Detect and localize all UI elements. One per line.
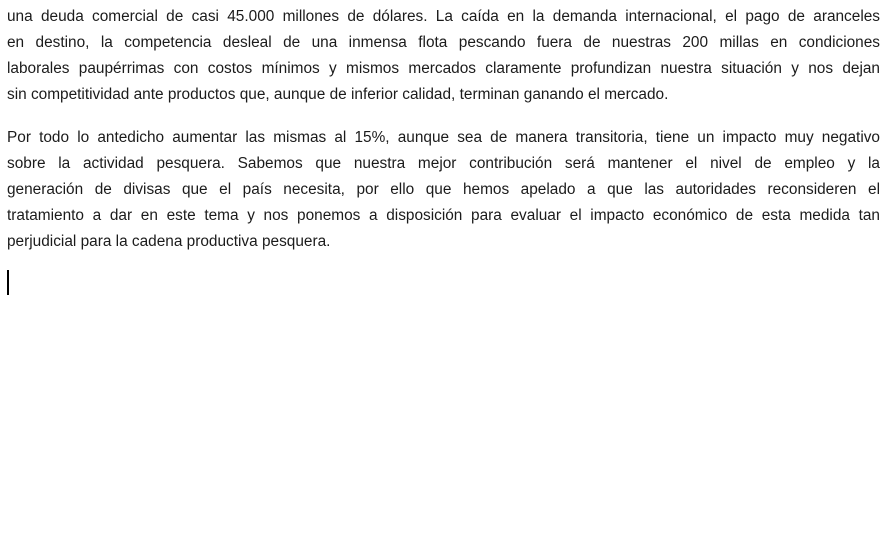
text-cursor-icon — [7, 270, 9, 295]
text-line: perjudicial para la cadena productiva pesquera. — [7, 233, 331, 250]
text-line: generación de divisas que el país necesita, por ello que hemos apelado a que las autoridades reconsideren el — [7, 181, 880, 198]
document-edit-surface[interactable] — [7, 4, 880, 272]
text-line: sin competitividad ante productos que, aunque de inferior calidad, terminan ganando el mercado. — [7, 86, 669, 103]
text-line: en destino, la competencia desleal de una inmensa flota pescando fuera de nuestras 200 millas en condiciones — [7, 34, 880, 51]
text-line: una deuda comercial de casi 45.000 millones de dólares. La caída en la demanda internacional, el pago de aranceles — [7, 8, 880, 25]
paragraph — [7, 125, 880, 255]
text-line: sobre la actividad pesquera. Sabemos que nuestra mejor contribución será mantener el nivel de empleo y la — [7, 155, 880, 172]
paragraph — [7, 4, 880, 108]
text-line: laborales paupérrimas con costos mínimos y mismos mercados claramente profundizan nuestra situación y nos dejan — [7, 60, 880, 77]
text-line: tratamiento a dar en este tema y nos ponemos a disposición para evaluar el impacto económico de esta medida tan — [7, 207, 880, 224]
text-line: Por todo lo antedicho aumentar las mismas al 15%, aunque sea de manera transitoria, tiene un impacto muy negativo — [7, 129, 880, 146]
